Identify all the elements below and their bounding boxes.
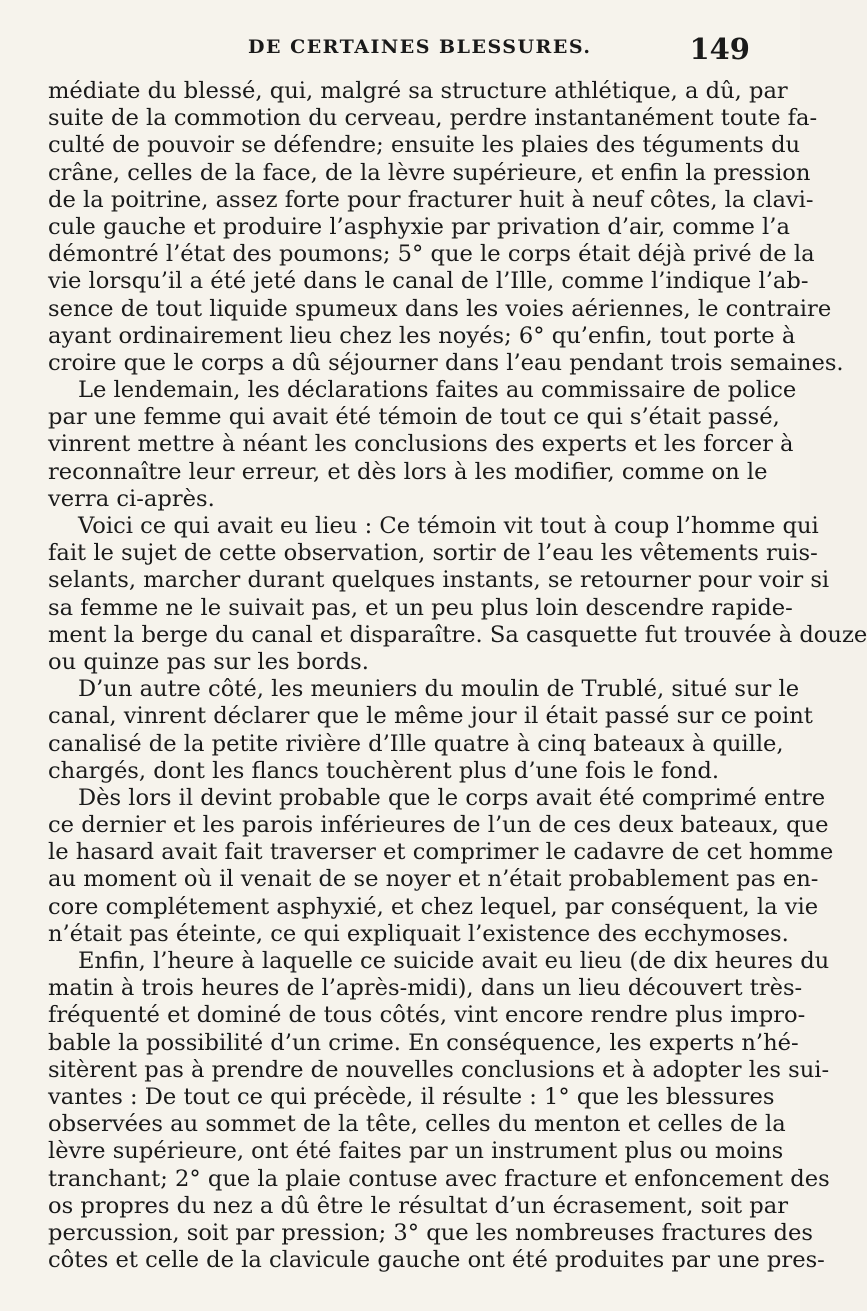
text-line: le hasard avait fait traverser et comprimer le cadavre de cet homme <box>48 839 834 866</box>
text-line: démontré l’état des poumons; 5° que le corps était déjà privé de la <box>48 241 815 268</box>
text-line: ment la berge du canal et disparaître. Sa casquette fut trouvée à douze <box>48 621 867 648</box>
paragraph <box>48 513 867 676</box>
running-title: DE CERTAINES BLESSURES. <box>248 36 592 58</box>
paragraph <box>48 784 834 948</box>
text-line: sence de tout liquide spumeux dans les voies aériennes, le contraire <box>48 295 832 322</box>
text-line: vinrent mettre à néant les conclusions des experts et les forcer à <box>48 431 794 458</box>
text-line: culté de pouvoir se défendre; ensuite les plaies des téguments du <box>48 132 801 159</box>
text-line: suite de la commotion du cerveau, perdre instantanément toute fa- <box>48 105 818 132</box>
text-line: au moment où il venait de se noyer et n’était probablement pas en- <box>48 866 819 893</box>
text-line: selants, marcher durant quelques instants, se retourner pour voir si <box>48 567 830 594</box>
text-line: lèvre supérieure, ont été faites par un instrument plus ou moins <box>48 1138 784 1165</box>
paragraph <box>48 377 797 513</box>
text-line: n’était pas éteinte, ce qui expliquait l’existence des ecchymoses. <box>48 920 789 947</box>
text-line: chargés, dont les flancs touchèrent plus d’une fois le fond. <box>48 757 720 784</box>
text-line: Enfin, l’heure à laquelle ce suicide avait eu lieu (de dix heures du <box>78 948 830 974</box>
text-line: observées au sommet de la tête, celles du menton et celles de la <box>48 1111 786 1138</box>
paragraph <box>48 78 844 377</box>
text-line: matin à trois heures de l’après-midi), dans un lieu découvert très- <box>48 975 803 1002</box>
text-line: reconnaître leur erreur, et dès lors à les modifier, comme on le <box>48 458 768 485</box>
text-line: percussion, soit par pression; 3° que les nombreuses fractures des <box>48 1219 813 1246</box>
text-line: canalisé de la petite rivière d’Ille quatre à cinq bateaux à quille, <box>48 730 784 757</box>
text-line: ou quinze pas sur les bords. <box>48 648 369 675</box>
text-line: sa femme ne le suivait pas, et un peu plus loin descendre rapide- <box>48 594 793 621</box>
running-head <box>0 32 800 76</box>
text-line: Le lendemain, les déclarations faites au commissaire de police <box>78 377 797 404</box>
text-line: crâne, celles de la face, de la lèvre supérieure, et enfin la pression <box>48 159 811 186</box>
text-line: fait le sujet de cette observation, sortir de l’eau les vêtements ruis- <box>48 540 818 567</box>
paragraph <box>48 676 813 785</box>
text-line: croire que le corps a dû séjourner dans l’eau pendant trois semaines. <box>48 349 844 376</box>
text-line: vie lorsqu’il a été jeté dans le canal de l’Ille, comme l’indique l’ab- <box>48 268 809 295</box>
text-line: vantes : De tout ce qui précède, il résulte : 1° que les blessures <box>48 1083 775 1110</box>
text-line: sitèrent pas à prendre de nouvelles conclusions et à adopter les sui- <box>48 1056 830 1083</box>
text-line: canal, vinrent déclarer que le même jour il était passé sur ce point <box>48 703 813 730</box>
text-line: core complétement asphyxié, et chez lequel, par conséquent, la vie <box>48 893 819 920</box>
body-text <box>48 78 867 1274</box>
text-line: côtes et celle de la clavicule gauche ont été produites par une pres- <box>48 1247 825 1274</box>
text-line: ce dernier et les parois inférieures de l’un de ces deux bateaux, que <box>48 812 829 839</box>
text-line: Dès lors il devint probable que le corps avait été comprimé entre <box>78 784 826 811</box>
page-number: 149 <box>689 32 750 66</box>
text-line: par une femme qui avait été témoin de tout ce qui s’était passé, <box>48 404 780 431</box>
text-line: D’un autre côté, les meuniers du moulin de Trublé, situé sur le <box>78 676 800 703</box>
text-line: Voici ce qui avait eu lieu : Ce témoin vit tout à coup l’homme qui <box>78 513 819 539</box>
text-line: ayant ordinairement lieu chez les noyés; 6° qu’enfin, tout porte à <box>48 322 796 349</box>
text-line: cule gauche et produire l’asphyxie par privation d’air, comme l’a <box>48 213 790 240</box>
text-line: médiate du blessé, qui, malgré sa structure athlétique, a dû, par <box>48 78 788 104</box>
text-line: verra ci-après. <box>48 485 215 512</box>
text-line: fréquenté et dominé de tous côtés, vint encore rendre plus impro- <box>48 1002 806 1029</box>
text-line: os propres du nez a dû être le résultat d’un écrasement, soit par <box>48 1192 789 1219</box>
text-line: de la poitrine, assez forte pour fracturer huit à neuf côtes, la clavi- <box>48 186 814 213</box>
text-line: tranchant; 2° que la plaie contuse avec fracture et enfoncement des <box>48 1165 830 1192</box>
paragraph <box>48 948 830 1274</box>
text-line: bable la possibilité d’un crime. En conséquence, les experts n’hé- <box>48 1029 799 1056</box>
